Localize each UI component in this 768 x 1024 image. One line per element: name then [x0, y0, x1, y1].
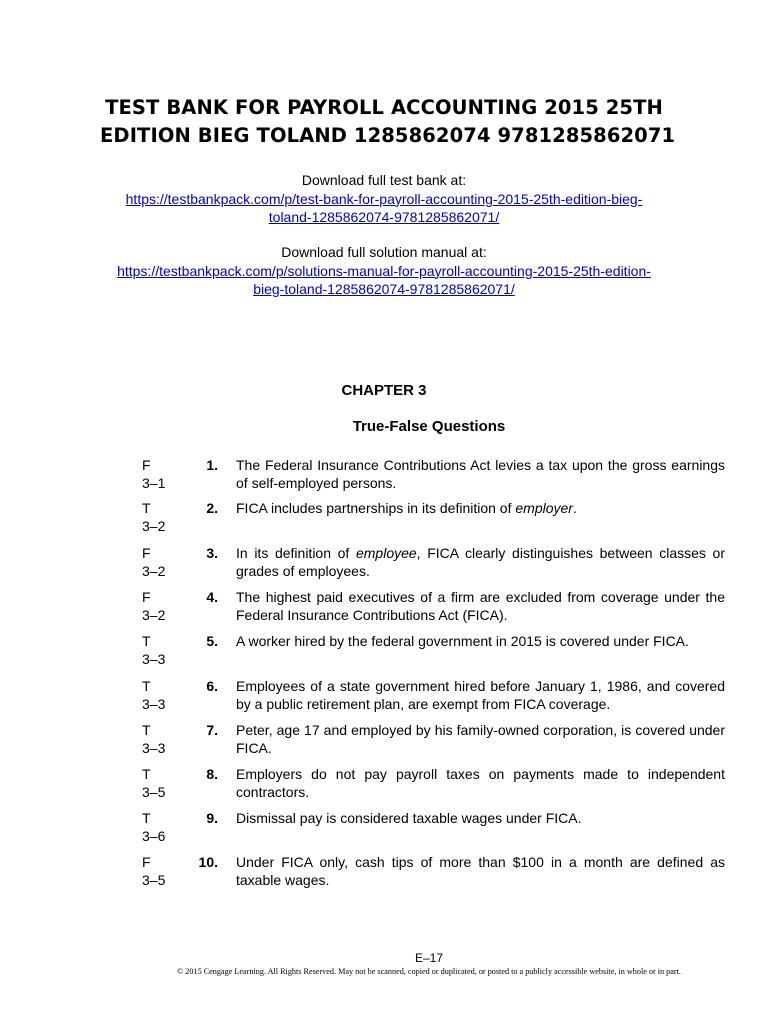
solution-manual-download — [60, 243, 708, 299]
answer-key: F — [142, 854, 151, 870]
test-bank-link-line-1[interactable]: https://testbankpack.com/p/test-bank-for-payroll-accounting-2015-25th-edition-bieg- — [125, 190, 643, 207]
question-text: Peter, age 17 and employed by his family-owned corporation, is covered under FICA. — [236, 722, 725, 756]
copyright-notice: © 2015 Cengage Learning. All Rights Reserved. May not be scanned, copied or duplicated, or posted to a publicly accessible website, in whole or in part. — [177, 967, 681, 976]
section-reference: 3–5 — [142, 784, 166, 800]
title-line-2: EDITION BIEG TOLAND 1285862074 9781285862071 — [100, 124, 676, 147]
answer-key: T — [142, 722, 151, 738]
section-reference: 3–5 — [142, 872, 166, 888]
chapter-heading: CHAPTER 3 — [341, 382, 427, 399]
page-number: E–17 — [414, 951, 444, 965]
section-reference: 3–3 — [142, 651, 166, 667]
section-reference: 3–6 — [142, 828, 166, 844]
answer-key: T — [142, 633, 151, 649]
answer-key: T — [142, 678, 151, 694]
question-text — [236, 544, 725, 580]
section-reference: 3–2 — [142, 518, 166, 534]
test-bank-link-line-2[interactable]: toland-1285862074-9781285862071/ — [268, 209, 500, 225]
section-reference: 3–2 — [142, 607, 166, 623]
section-reference: 3–3 — [142, 740, 166, 756]
answer-key: T — [142, 766, 151, 782]
title-line-1: TEST BANK FOR PAYROLL ACCOUNTING 2015 25TH — [105, 96, 663, 119]
question-text-emphasis: employee — [355, 545, 417, 561]
question-text — [236, 499, 725, 517]
question-text-emphasis: employer — [515, 500, 573, 516]
question-text: Dismissal pay is considered taxable wages under FICA. — [236, 810, 582, 826]
question-text: Under FICA only, cash tips of more than $100 in a month are defined as taxable wages. — [236, 854, 725, 888]
question-number: 8. — [206, 766, 218, 782]
question-text-part: FICA includes partnerships in its definition of — [236, 500, 516, 516]
question-number: 6. — [206, 678, 218, 694]
question-number: 3. — [206, 545, 218, 561]
test-bank-label: Download full test bank at: — [301, 172, 467, 188]
question-text: Employees of a state government hired before January 1, 1986, and covered by a public retirement plan, are exempt from FICA coverage. — [236, 678, 725, 712]
question-text-part: In its definition of — [236, 545, 356, 561]
question-number: 10. — [198, 854, 218, 870]
section-reference: 3–1 — [142, 475, 166, 491]
question-text: A worker hired by the federal government in 2015 is covered under FICA. — [236, 633, 689, 649]
answer-key: T — [142, 810, 151, 826]
answer-key: F — [142, 589, 151, 605]
section-heading: True-False Questions — [352, 418, 506, 435]
question-number: 5. — [206, 633, 218, 649]
solution-manual-link-line-1[interactable]: https://testbankpack.com/p/solutions-manual-for-payroll-accounting-2015-25th-edition- — [117, 262, 651, 279]
question-number: 1. — [206, 457, 218, 473]
question-number: 4. — [206, 589, 218, 605]
answer-key: F — [142, 545, 151, 561]
solution-manual-link-line-2[interactable]: bieg-toland-1285862074-9781285862071/ — [253, 281, 515, 297]
answer-key: F — [142, 457, 151, 473]
question-text-part: , FICA clearly distinguishes between classes or grades of employees. — [236, 545, 725, 579]
question-text: The Federal Insurance Contributions Act levies a tax upon the gross earnings of self-employed persons. — [236, 457, 725, 491]
question-number: 2. — [206, 500, 218, 516]
question-text: Employers do not pay payroll taxes on payments made to independent contractors. — [236, 766, 725, 800]
solution-manual-label: Download full solution manual at: — [281, 244, 487, 260]
document-title — [100, 94, 676, 150]
question-text-part: . — [572, 500, 577, 516]
question-number: 9. — [206, 810, 218, 826]
answer-key: T — [142, 500, 151, 516]
section-reference: 3–3 — [142, 696, 166, 712]
question-text: The highest paid executives of a firm are excluded from coverage under the Federal Insurance Contributions Act (FICA). — [236, 589, 725, 623]
test-bank-download — [60, 171, 708, 227]
question-number: 7. — [206, 722, 218, 738]
section-reference: 3–2 — [142, 563, 166, 579]
